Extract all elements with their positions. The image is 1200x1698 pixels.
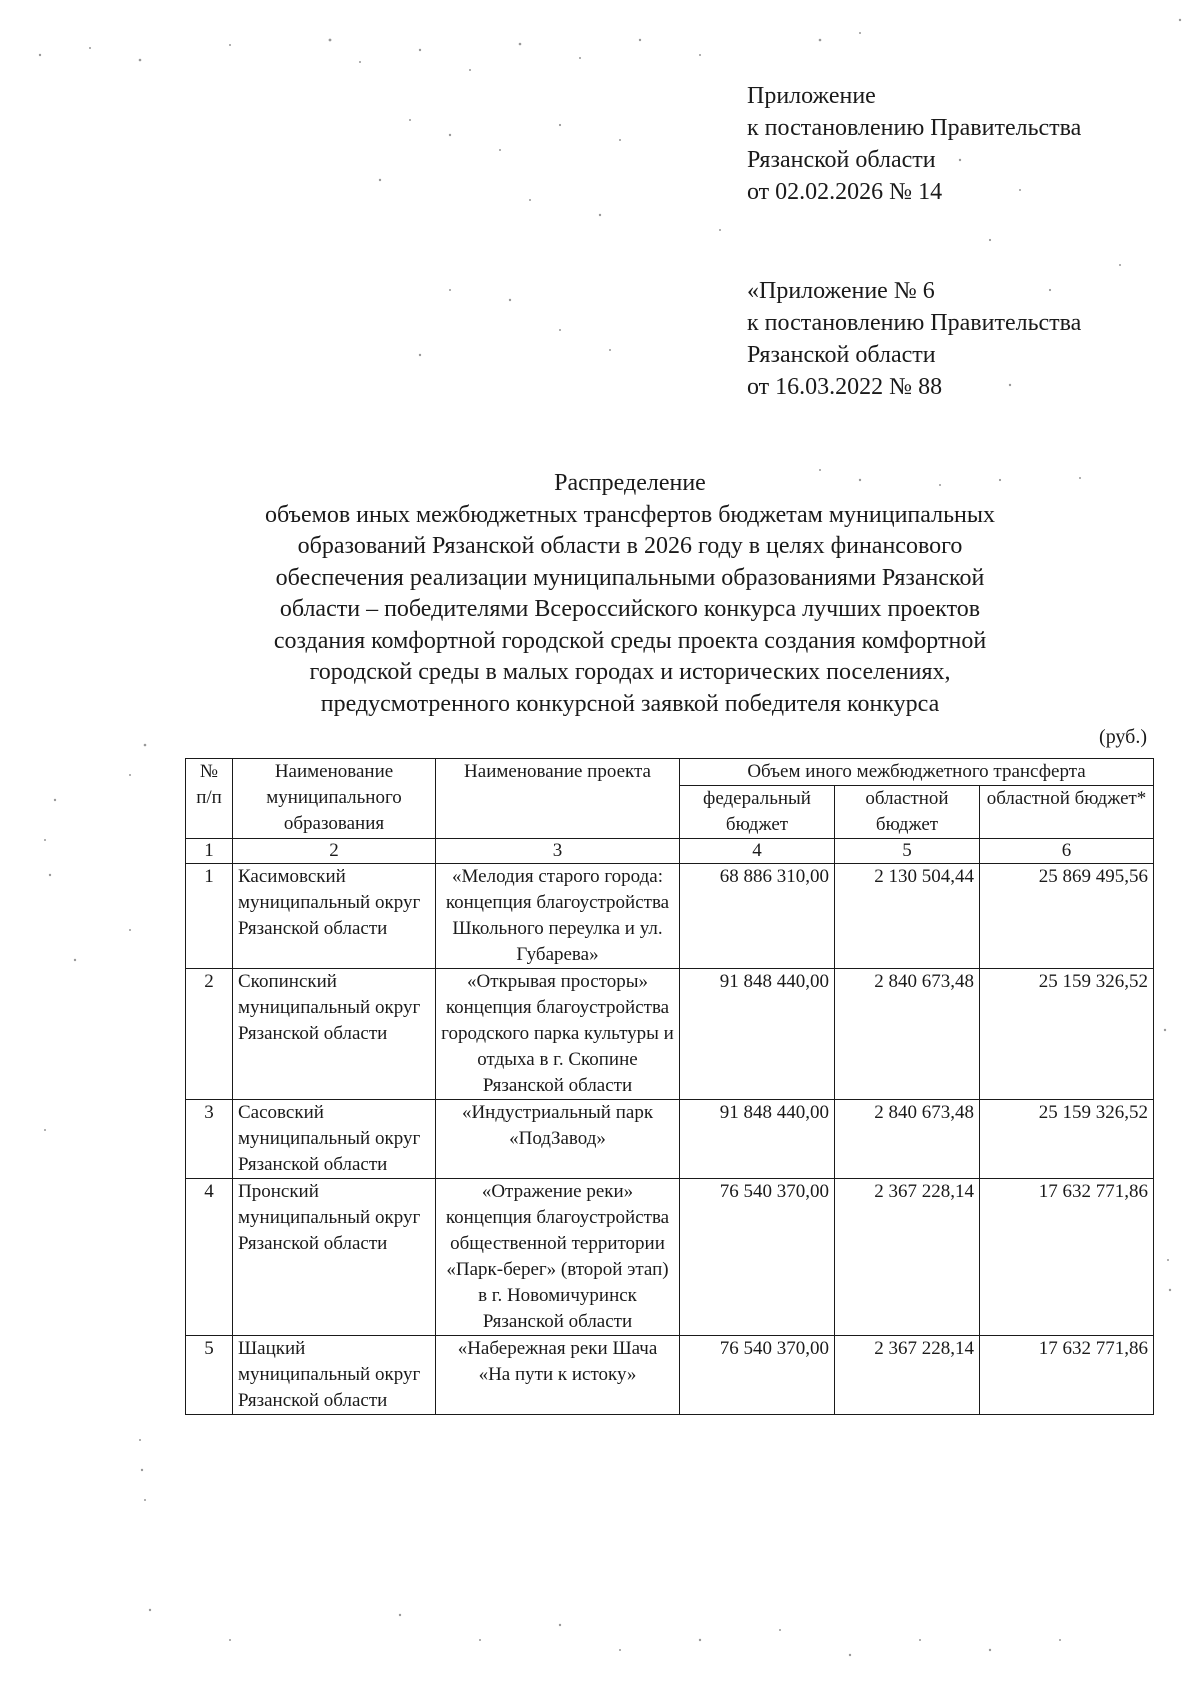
- regional-amount: 2 840 673,48: [835, 969, 980, 1100]
- federal-amount: 91 848 440,00: [680, 969, 835, 1100]
- prev-annex-line-4: от 16.03.2022 № 88: [747, 374, 943, 400]
- federal-amount: 91 848 440,00: [680, 1100, 835, 1179]
- row-number: 3: [186, 1100, 233, 1179]
- title-line-1: Распределение: [554, 470, 706, 496]
- regional-star-amount: 17 632 771,86: [980, 1179, 1154, 1336]
- header-regional: областной бюджет: [835, 786, 980, 839]
- title-line-2: объемов иных межбюджетных трансфертов бюджетам муниципальных: [264, 501, 996, 528]
- municipality-name: Сасовский муниципальный округ Рязанской области: [233, 1100, 436, 1179]
- title-line-7: городской среды в малых городах и исторических поселениях,: [309, 659, 951, 685]
- project-name: «Отражение реки» концепция благоустройства общественной территории «Парк-берег» (второй этап) в г. Новомичуринск Рязанской области: [436, 1179, 680, 1336]
- municipality-name: Шацкий муниципальный округ Рязанской области: [233, 1336, 436, 1415]
- regional-star-amount: 25 159 326,52: [980, 969, 1154, 1100]
- row-number: 5: [186, 1336, 233, 1415]
- regional-star-amount: 25 869 495,56: [980, 864, 1154, 969]
- federal-amount: 68 886 310,00: [680, 864, 835, 969]
- previous-annex-header: [747, 275, 1081, 403]
- document-title: [180, 468, 1080, 720]
- municipality-name: Скопинский муниципальный округ Рязанской области: [233, 969, 436, 1100]
- regional-amount: 2 840 673,48: [835, 1100, 980, 1179]
- prev-annex-line-2: к постановлению Правительства: [747, 310, 1082, 336]
- title-line-8: предусмотренного конкурсной заявкой победителя конкурса: [320, 690, 940, 717]
- prev-annex-line-3: Рязанской области: [747, 342, 936, 368]
- column-index: 5: [835, 839, 980, 864]
- project-name: «Мелодия старого города: концепция благоустройства Школьного переулка и ул. Губарева»: [436, 864, 680, 969]
- table-row: [186, 864, 1154, 969]
- title-line-3: образований Рязанской области в 2026 году в целях финансового: [297, 533, 963, 559]
- regional-amount: 2 367 228,14: [835, 1179, 980, 1336]
- column-index: 2: [233, 839, 436, 864]
- column-index: 4: [680, 839, 835, 864]
- header-regional-star: областной бюджет*: [980, 786, 1154, 839]
- regional-amount: 2 367 228,14: [835, 1336, 980, 1415]
- table-header-row: [186, 759, 1154, 786]
- table-row: [186, 1336, 1154, 1415]
- column-index: 6: [980, 839, 1154, 864]
- regional-star-amount: 17 632 771,86: [980, 1336, 1154, 1415]
- table-row: [186, 969, 1154, 1100]
- row-number: 1: [186, 864, 233, 969]
- header-municipality: Наименование муниципального образования: [233, 759, 436, 839]
- title-line-6: создания комфортной городской среды проекта создания комфортной: [273, 627, 987, 654]
- distribution-table: [185, 758, 1154, 1415]
- regional-amount: 2 130 504,44: [835, 864, 980, 969]
- annex-header: [747, 80, 1081, 208]
- title-line-4: обеспечения реализации муниципальными образованиями Рязанской: [275, 564, 985, 591]
- municipality-name: Касимовский муниципальный округ Рязанской области: [233, 864, 436, 969]
- header-num: № п/п: [186, 759, 233, 839]
- row-number: 2: [186, 969, 233, 1100]
- header-project: Наименование проекта: [436, 759, 680, 839]
- annex-line-2: к постановлению Правительства: [747, 115, 1082, 141]
- annex-line-3: Рязанской области: [747, 147, 936, 173]
- units-label: (руб.): [1099, 726, 1147, 748]
- project-name: «Набережная реки Шача «На пути к истоку»: [436, 1336, 680, 1415]
- header-transfer-group: Объем иного межбюджетного трансферта: [680, 759, 1154, 786]
- annex-line-4: от 02.02.2026 № 14: [747, 179, 943, 205]
- column-index-row: [186, 839, 1154, 864]
- header-federal: федеральный бюджет: [680, 786, 835, 839]
- column-index: 3: [436, 839, 680, 864]
- row-number: 4: [186, 1179, 233, 1336]
- prev-annex-line-1: «Приложение № 6: [747, 278, 935, 304]
- federal-amount: 76 540 370,00: [680, 1336, 835, 1415]
- column-index: 1: [186, 839, 233, 864]
- federal-amount: 76 540 370,00: [680, 1179, 835, 1336]
- project-name: «Индустриальный парк «ПодЗавод»: [436, 1100, 680, 1179]
- table-row: [186, 1179, 1154, 1336]
- regional-star-amount: 25 159 326,52: [980, 1100, 1154, 1179]
- table-row: [186, 1100, 1154, 1179]
- title-line-5: области – победителями Всероссийского конкурса лучших проектов: [279, 596, 981, 622]
- project-name: «Открывая просторы» концепция благоустройства городского парка культуры и отдыха в г. Скопине Рязанской области: [436, 969, 680, 1100]
- municipality-name: Пронский муниципальный округ Рязанской области: [233, 1179, 436, 1336]
- annex-line-1: Приложение: [747, 83, 876, 109]
